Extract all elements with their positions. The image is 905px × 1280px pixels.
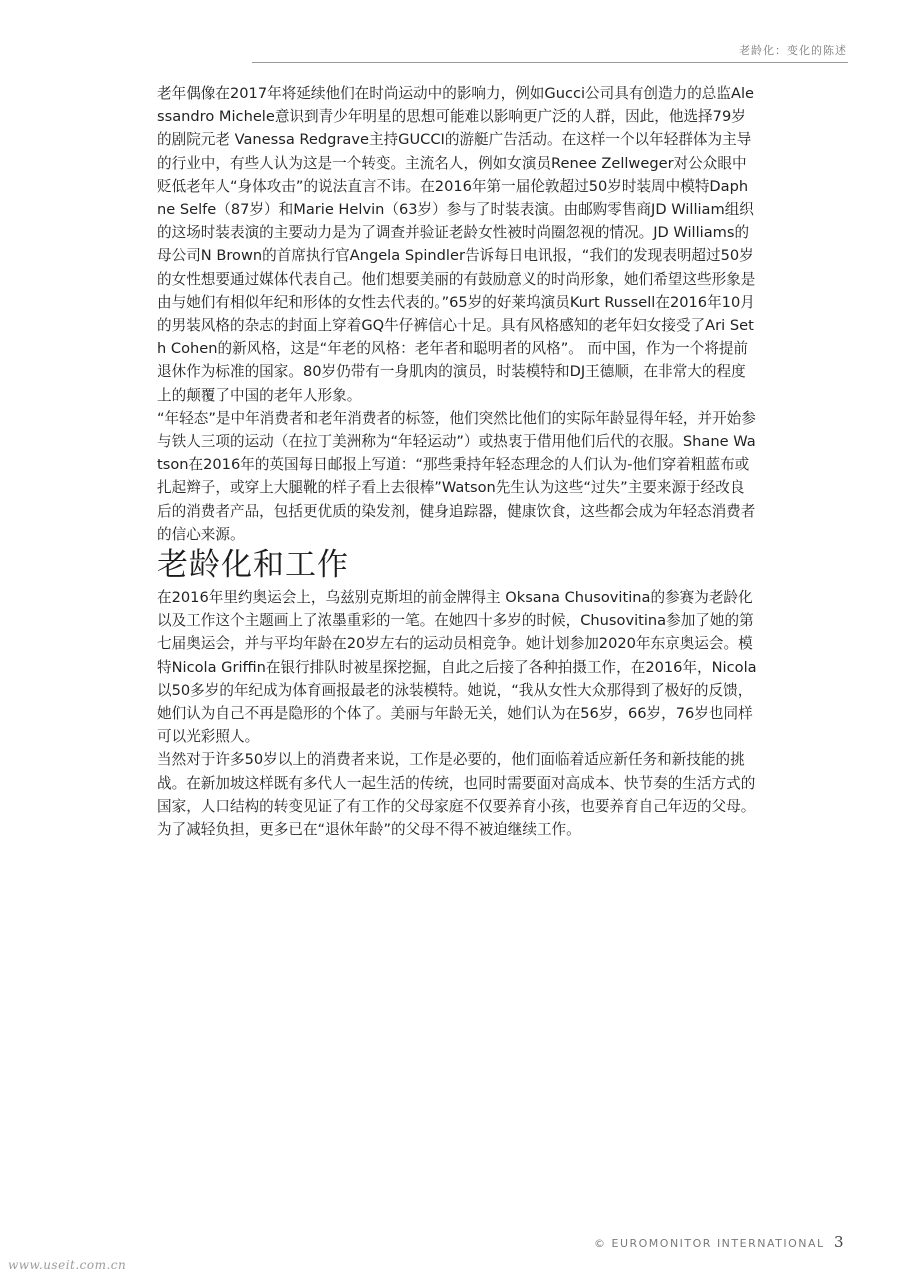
running-header-title: 老龄化：变化的陈述 xyxy=(739,44,847,57)
paragraph-young-state: “年轻态”是中年消费者和老年消费者的标签，他们突然比他们的实际年龄显得年轻，并开始参与铁人三项的运动（在拉丁美洲称为“年轻运动”）或热衷于借用他们后代的衣服。Shane Watson在2016年的英国每日邮报上写道：“那些秉持年轻态理念的人们认为-他们穿着粗蓝布或扎起辫子，或穿上大腿靴的样子看上去很棒”Watson先生认为这些“过失”主要来源于经改良后的消费者产品，包括更优质的染发剂，健身追踪器，健康饮食，这些都会成为年轻态消费者的信心来源。 xyxy=(157,409,756,543)
header-rule xyxy=(252,62,848,63)
paragraph-olympics-work: 在2016年里约奥运会上，乌兹别克斯坦的前金牌得主 Oksana Chusovitina的参赛为老龄化以及工作这个主题画上了浓墨重彩的一笔。在她四十多岁的时候，Chusovitina参加了她的第七届奥运会，并与平均年龄在20岁左右的运动员相竞争。她计划参加2020年东京奥运会。模特Nicola Griffin在银行排队时被星探挖掘，自此之后接了各种拍摄工作，在2016年，Nicola以50多岁的年纪成为体育画报最老的泳装模特。她说，“我从女性大众那得到了极好的反馈，她们认为自己不再是隐形的个体了。美丽与年龄无关，她们认为在56岁，66岁，76岁也同样可以光彩照人。 xyxy=(157,589,757,746)
page-content xyxy=(157,82,757,841)
page-number: 3 xyxy=(834,1233,844,1251)
paragraph-older-icons: 老年偶像在2017年将延续他们在时尚运动中的影响力，例如Gucci公司具有创造力的总监Alessandro Michele意识到青少年明星的思想可能难以影响更广泛的人群，因此，他选择79岁的剧院元老 Vanessa Redgrave主持GUCCI的游艇广告活动。在这样一个以年轻群体为主导的行业中，有些人认为这是一个转变。主流名人，例如女演员Renee Zellweger对公众眼中贬低老年人“身体攻击”的说法直言不讳。在2016年第一届伦敦超过50岁时装周中模特Daphne Selfe（87岁）和Marie Helvin（63岁）参与了时装表演。由邮购零售商JD William组织的这场时装表演的主要动力是为了调查并验证老龄女性被时尚圈忽视的情况。JD Williams的母公司N Brown的首席执行官Angela Spindler告诉每日电讯报，“我们的发现表明超过50岁的女性想要通过媒体代表自己。他们想要美丽的有鼓励意义的时尚形象，她们希望这些形象是由与她们有相似年纪和形体的女性去代表的。”65岁的好莱坞演员Kurt Russell在2016年10月的男装风格的杂志的封面上穿着GQ牛仔裤信心十足。具有风格感知的老年妇女接受了Ari Seth Cohen的新风格，这是“年老的风格：老年者和聪明者的风格”。 而中国，作为一个将提前退休作为标准的国家。80岁仍带有一身肌肉的演员，时装模特和DJ王德顺，在非常大的程度上的颠覆了中国的老年人形象。 xyxy=(157,85,756,404)
paragraph-singapore-work: 当然对于许多50岁以上的消费者来说，工作是必要的，他们面临着适应新任务和新技能的挑战。在新加坡这样既有多代人一起生活的传统，也同时需要面对高成本、快节奏的生活方式的国家，人口结构的转变见证了有工作的父母家庭不仅要养育小孩，也要养育自己年迈的父母。为了减轻负担，更多已在“退休年龄”的父母不得不被迫继续工作。 xyxy=(157,751,756,839)
section-heading: 老龄化和工作 xyxy=(157,547,349,584)
watermark-text: www.useit.com.cn xyxy=(8,1258,127,1272)
footer-copyright: © EUROMONITOR INTERNATIONAL xyxy=(594,1237,825,1250)
